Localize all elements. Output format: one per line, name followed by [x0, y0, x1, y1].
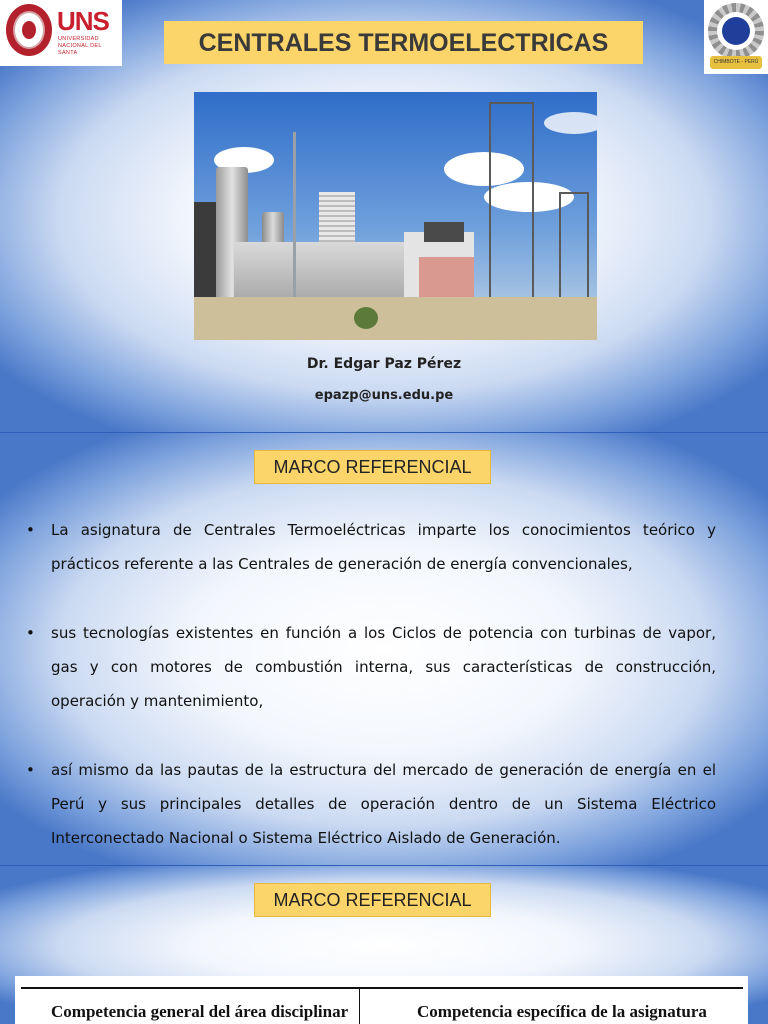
slide-marco-referencial-table [0, 866, 768, 1024]
bullet-list [26, 513, 716, 855]
logo-banner: CHIMBOTE - PERÚ [710, 56, 762, 69]
table-header-general: Competencia general del área disciplinar [51, 1002, 349, 1021]
logo-brand-text: UNS [57, 6, 109, 36]
competency-table [15, 976, 748, 1024]
university-seal-icon [6, 4, 52, 56]
logo-subtitle: UNIVERSIDAD NACIONAL DEL SANTA [58, 36, 102, 56]
uns-logo [0, 0, 122, 66]
table-header-specific: Competencia específica de la asignatura [417, 1002, 707, 1021]
author-name: Dr. Edgar Paz Pérez [306, 356, 462, 372]
slide-marco-referencial-text [0, 433, 768, 865]
gear-emblem-icon [708, 3, 764, 59]
bullet-item: • así mismo da las pautas de la estructura del mercado de generación de energía en el Perú y sus principales detalles de operación dentro de un Sistema Eléctrico Interconectado Nacional o Sistema Eléctrico Aislado de Generación. [26, 753, 716, 855]
author-email: epazp@uns.edu.pe [314, 388, 454, 403]
ground [194, 297, 597, 340]
section-heading: MARCO REFERENCIAL [254, 450, 491, 484]
section-heading: MARCO REFERENCIAL [254, 883, 491, 917]
bullet-item: • sus tecnologías existentes en función a los Ciclos de potencia con turbinas de vapor, gas y con motores de combustión interna, sus características de construcción, operación y mantenimiento, [26, 616, 716, 718]
slide-title-heading: CENTRALES TERMOELECTRICAS [164, 21, 643, 64]
faculty-logo [704, 0, 768, 74]
power-plant-photo [194, 92, 597, 340]
bullet-item: • La asignatura de Centrales Termoeléctricas imparte los conocimientos teórico y prácticos referente a las Centrales de generación de energía convencionales, [26, 513, 716, 581]
slide-title [0, 0, 768, 432]
